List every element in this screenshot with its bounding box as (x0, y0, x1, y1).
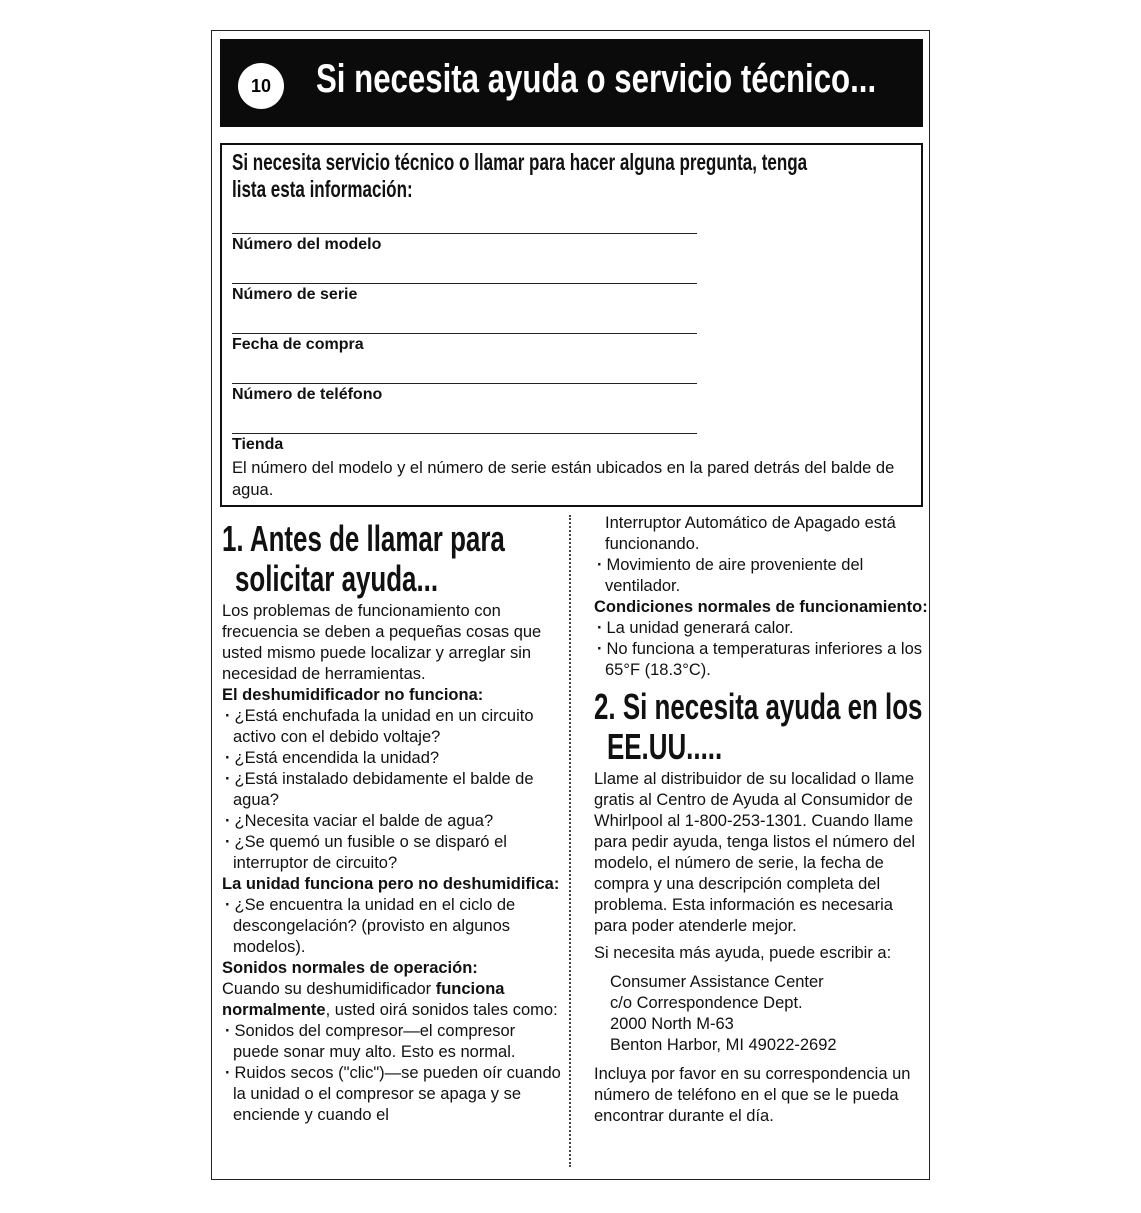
checklist-not-working (222, 706, 562, 874)
subheading-not-dehumidifying: La unidad funciona pero no deshumidifica: (222, 875, 560, 893)
checklist-normal-conditions (594, 618, 929, 681)
address-line: c/o Correspondence Dept. (610, 994, 803, 1012)
checklist-not-dehumidifying (222, 895, 562, 958)
section2-title (594, 686, 923, 767)
list-item: · Sonidos del compresor—el compresor puede sonar muy alto. Esto es normal. (222, 1021, 562, 1063)
model-number-field: Número del modelo (232, 233, 697, 254)
section2-title-line2: EE.UU..... (606, 726, 723, 767)
list-item: · ¿Se quemó un fusible o se disparó el interruptor de circuito? (222, 832, 562, 874)
subheading-normal-conditions: Condiciones normales de funcionamiento: (594, 598, 928, 616)
page-title: Si necesita ayuda o servicio técnico... (316, 57, 877, 101)
section-banner (220, 39, 923, 127)
address-line: Benton Harbor, MI 49022-2692 (610, 1036, 837, 1054)
info-box-heading: Si necesita servicio técnico o llamar para hacer alguna pregunta, tenga lista esta información: (232, 149, 808, 202)
closing-text: Incluya por favor en su correspondencia un número de teléfono en el que se le pueda encontrar durante el día. (594, 1065, 911, 1125)
section1-title (222, 518, 505, 599)
list-item: · ¿Necesita vaciar el balde de agua? (222, 811, 562, 832)
info-box-note: El número del modelo y el número de serie están ubicados en la pared detrás del balde de agua. (232, 459, 895, 499)
write-instructions: Si necesita más ayuda, puede escribir a: (594, 944, 892, 962)
list-item: · ¿Está enchufada la unidad en un circuito activo con el debido voltaje? (222, 706, 562, 748)
checklist-airflow (594, 555, 929, 597)
list-item: · ¿Se encuentra la unidad en el ciclo de descongelación? (provisto en algunos modelos). (222, 895, 562, 958)
column-divider (569, 515, 571, 1167)
subheading-normal-sounds: Sonidos normales de operación: (222, 959, 478, 977)
address-line: Consumer Assistance Center (610, 973, 824, 991)
store-field: Tienda (232, 433, 697, 454)
section2-body: Llame al distribuidor de su localidad o llame gratis al Centro de Ayuda al Consumidor de Whirlpool al 1-800-253-1301. Cuando llame para pedir ayuda, tenga listos el número del modelo, el número de serie, la fecha de compra y una descripción completa del problema. Esta información es necesaria para poder atenderle mejor. (594, 770, 916, 935)
right-column (594, 513, 929, 1127)
list-item: · Movimiento de aire proveniente del ventilador. (594, 555, 929, 597)
continued-text: Interruptor Automático de Apagado está funcionando. (605, 514, 896, 553)
purchase-date-field: Fecha de compra (232, 333, 697, 354)
text-span: Cuando su deshumidificador (222, 980, 436, 998)
list-item: · Ruidos secos ("clic")—se pueden oír cuando la unidad o el compresor se apaga y se enciende y cuando el (222, 1063, 562, 1126)
section-number-badge: 10 (238, 63, 284, 109)
list-item: · ¿Está encendida la unidad? (222, 748, 562, 769)
subheading-not-working: El deshumidificador no funciona: (222, 686, 484, 704)
serial-number-field: Número de serie (232, 283, 697, 304)
section2-title-line1: 2. Si necesita ayuda en los (594, 686, 923, 727)
list-item: · La unidad generará calor. (594, 618, 929, 639)
service-info-box (220, 143, 923, 507)
bold-span: funciona normalmente (222, 980, 505, 1019)
section1-title-line2: solicitar ayuda... (234, 558, 439, 599)
phone-number-field: Número de teléfono (232, 383, 697, 404)
section1-intro: Los problemas de funcionamiento con frecuencia se deben a pequeñas cosas que usted mismo puede localizar y arreglar sin necesidad de herramientas. (222, 602, 542, 683)
manual-page (211, 30, 930, 1180)
list-item: · No funciona a temperaturas inferiores a los 65°F (18.3°C). (594, 639, 929, 681)
checklist-normal-sounds (222, 1021, 562, 1126)
mailing-address (594, 972, 929, 1056)
list-item: · ¿Está instalado debidamente el balde de agua? (222, 769, 562, 811)
section1-title-line1: 1. Antes de llamar para (222, 518, 505, 559)
text-span: , usted oirá sonidos tales como: (325, 1001, 558, 1019)
left-column (222, 513, 562, 1126)
normal-sounds-text (222, 979, 562, 1021)
address-line: 2000 North M-63 (610, 1015, 734, 1033)
